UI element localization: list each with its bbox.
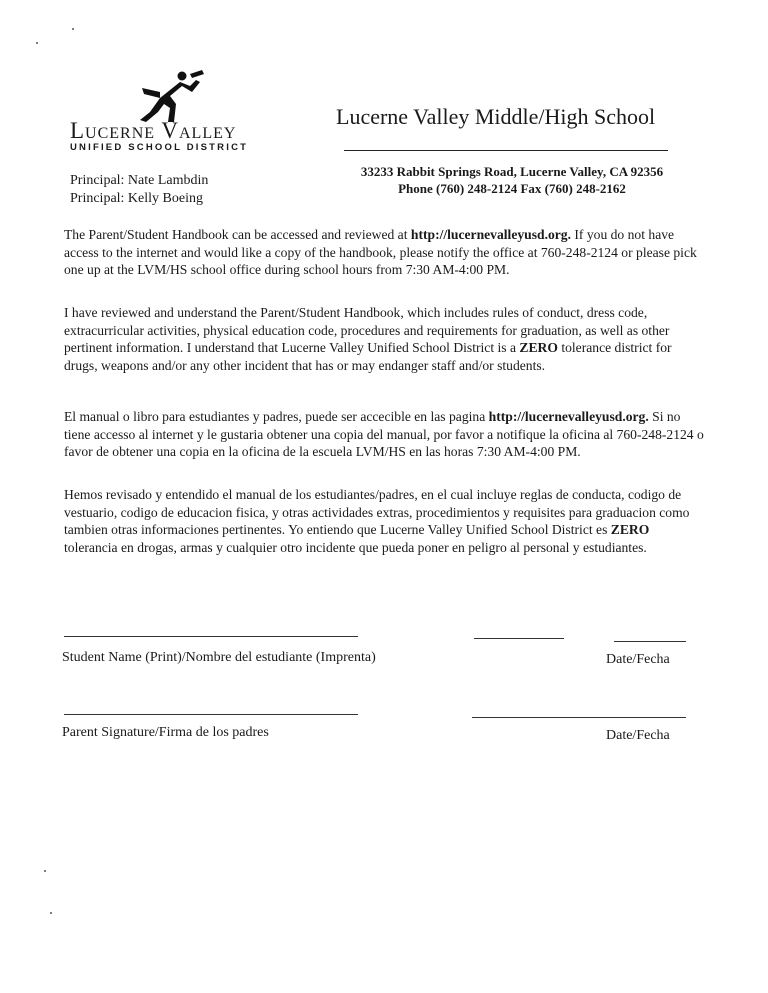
paragraph-handbook-access-spanish: [64, 408, 704, 461]
zero-emphasis: ZERO: [610, 522, 650, 537]
text: tolerancia en drogas, armas y cualquier otro incidente que pueda poner en peligro al personal y estudiantes.: [64, 539, 647, 555]
student-date-label: Date/Fecha: [606, 652, 670, 667]
district-logo-subtitle: UNIFIED SCHOOL DISTRICT: [70, 142, 249, 153]
handbook-url: http://lucernevalleyusd.org.: [410, 227, 571, 242]
parent-signature-line[interactable]: [64, 714, 358, 715]
parent-signature-label: Parent Signature/Firma de los padres: [62, 725, 269, 740]
scan-speck: [50, 912, 52, 914]
school-address: 33233 Rabbit Springs Road, Lucerne Valley, CA 92356: [360, 164, 664, 179]
school-phone-fax: Phone (760) 248-2124 Fax (760) 248-2162: [398, 181, 626, 196]
scan-speck: [72, 28, 74, 30]
paragraph-handbook-access-english: [64, 226, 704, 279]
scan-speck: [44, 870, 46, 872]
text: tolerance district for drugs, weapons and/or any other incident that has or may endanger staff and/or students.: [64, 340, 672, 373]
title-divider: [344, 150, 668, 151]
principal-2: Principal: Kelly Boeing: [70, 191, 203, 206]
handbook-url: http://lucernevalleyusd.org.: [488, 409, 649, 424]
parent-date-line[interactable]: [472, 717, 686, 718]
zero-emphasis: ZERO: [519, 340, 558, 355]
text: The Parent/Student Handbook can be accessed and reviewed at: [64, 227, 411, 242]
parent-date-label: Date/Fecha: [606, 728, 670, 743]
student-date-line-left[interactable]: [474, 638, 564, 639]
principal-1: Principal: Nate Lambdin: [70, 173, 209, 188]
school-title: Lucerne Valley Middle/High School: [336, 104, 656, 129]
student-name-line[interactable]: [64, 636, 358, 637]
text: If you do not have access to the internet and would like a copy of the handbook, please notify the office at 760-248-2124 or please pick one up at the LVM/HS school office during school hours from 7:30 AM-4:00 PM.: [64, 227, 697, 277]
student-date-line-right[interactable]: [614, 641, 686, 642]
text: I have reviewed and understand the Parent/Student Handbook, which includes rules of conduct, dress code, extracurricular activities, physical education code, procedures and requirements for graduation, as well as other pertinent information. I understand that Lucerne Valley Unified School District is a: [64, 305, 670, 355]
address-block: [336, 163, 688, 197]
scan-speck: [36, 42, 38, 44]
student-name-label: Student Name (Print)/Nombre del estudiante (Imprenta): [62, 650, 376, 665]
paragraph-acknowledgement-spanish: [64, 486, 704, 556]
text: El manual o libro para estudiantes y padres, puede ser accecible en las pagina: [64, 409, 489, 424]
text: Si no tiene accesso al internet y le gustaria obtener una copia del manual, por favor a notifique la oficina al 760-248-2124 o favor de obtener una copia en la oficina de la escuela LVM/HS en las horas 7:30 AM-4:00 PM.: [64, 409, 704, 459]
district-logo-name: Lucerne Valley: [70, 118, 237, 143]
paragraph-acknowledgement-english: [64, 304, 704, 374]
text: Hemos revisado y entendido el manual de los estudiantes/padres, en el cual incluye reglas de conducta, codigo de vestuario, codigo de educacion fisica, y otras actividades extras, procedimientos y requisites para graduacion como tambien otras informaciones pertinentes. Yo entiendo que Lucerne Valley Unified School District es: [64, 487, 690, 537]
principals-block: [70, 172, 208, 208]
runner-icon: [130, 68, 210, 124]
